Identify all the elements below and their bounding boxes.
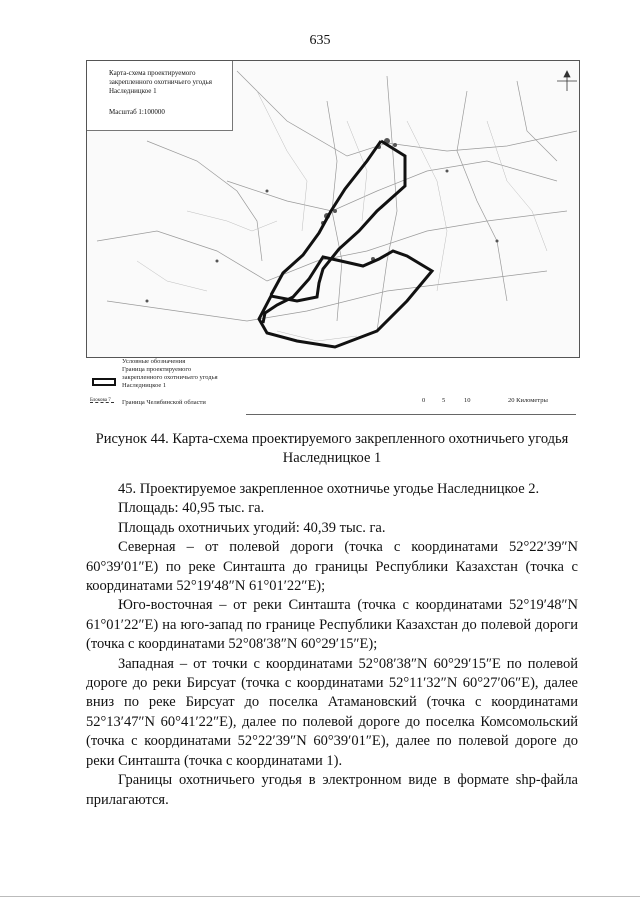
- west-boundary: Западная – от точки с координатами 52°08′38″N 60°29′15″E по полевой дороге до реки Бирсуат (точка с координатами 52°11′32″N 60°27′06″E), далее вниз по реке Бирсуат до поселка Атамановский (точка с координатами 52°13′47″N 60°41′22″E), далее по полевой дороге до поселка Комсомольский (точка с координатами 52°22′39″N 60°39′01″E), далее по полевой дороге до реки Синташта (точка с координатами 1).: [86, 655, 578, 769]
- region-border-swatch-icon: [90, 402, 114, 403]
- legend-item-line: закрепленного охотничьего угодья: [122, 374, 218, 381]
- caption-line: Рисунок 44. Карта-схема проектируемого закрепленного охотничьего угодья: [95, 431, 569, 447]
- map-scale: Масштаб 1:100000: [109, 108, 165, 116]
- north-arrow-icon: [557, 71, 577, 91]
- map-title-box: [87, 61, 233, 131]
- legend-item-line: Граница проектируемого: [122, 366, 192, 373]
- legend-item-line: Наследницкое 1: [122, 382, 167, 389]
- area-total: Площадь: 40,95 тыс. га.: [118, 500, 265, 517]
- body-text: [86, 480, 578, 810]
- page-number: 635: [309, 33, 331, 48]
- section-heading: 45. Проектируемое закрепленное охотничье угодье Наследницкое 2.: [118, 481, 540, 497]
- scale-tick: 5: [442, 397, 446, 404]
- area-hunting: Площадь охотничьих угодий: 40,39 тыс. га.: [118, 519, 386, 536]
- legend-region-label: Блокова 7: [90, 398, 111, 403]
- scale-tick: 0: [422, 397, 426, 404]
- boundary-outline-west: [271, 141, 381, 295]
- footer-rule: [0, 896, 640, 897]
- boundary-outline: [259, 141, 432, 347]
- scale-tick: 10: [464, 397, 471, 404]
- map-legend: [86, 358, 578, 418]
- map-title-line: закрепленного охотничьего угодья: [109, 78, 212, 86]
- southeast-boundary: Юго-восточная – от реки Синташта (точка с координатами 52°19′48″N 61°01′22″E) на юго-запад по границе Республики Казахстан до полевой дороги (точка с координатами 52°08′38″N 60°29′15″E);: [86, 597, 578, 653]
- map-title-line: Наследницкое 1: [109, 87, 157, 95]
- caption-line: Наследницкое 1: [282, 450, 382, 466]
- figure-caption: [86, 430, 578, 468]
- closing-paragraph: Границы охотничьего угодья в электронном виде в формате shp-файла прилагаются.: [86, 772, 578, 808]
- legend-heading: Условные обозначения: [122, 358, 186, 365]
- legend-item-region: Граница Челябинской области: [122, 399, 206, 406]
- boundary-swatch-icon: [92, 378, 116, 386]
- map-figure: [86, 60, 580, 358]
- legend-item-boundary: [122, 366, 272, 390]
- scale-tick: 20 Километры: [508, 397, 548, 404]
- north-boundary: Северная – от полевой дороги (точка с координатами 52°22′39″N 60°39′01″E) по реке Синташта до границы Республики Казахстан (точка с координатами 52°19′48″N 61°01′22″E);: [86, 539, 578, 595]
- legend-divider: [246, 414, 576, 415]
- map-title-line: Карта-схема проектируемого: [109, 69, 196, 77]
